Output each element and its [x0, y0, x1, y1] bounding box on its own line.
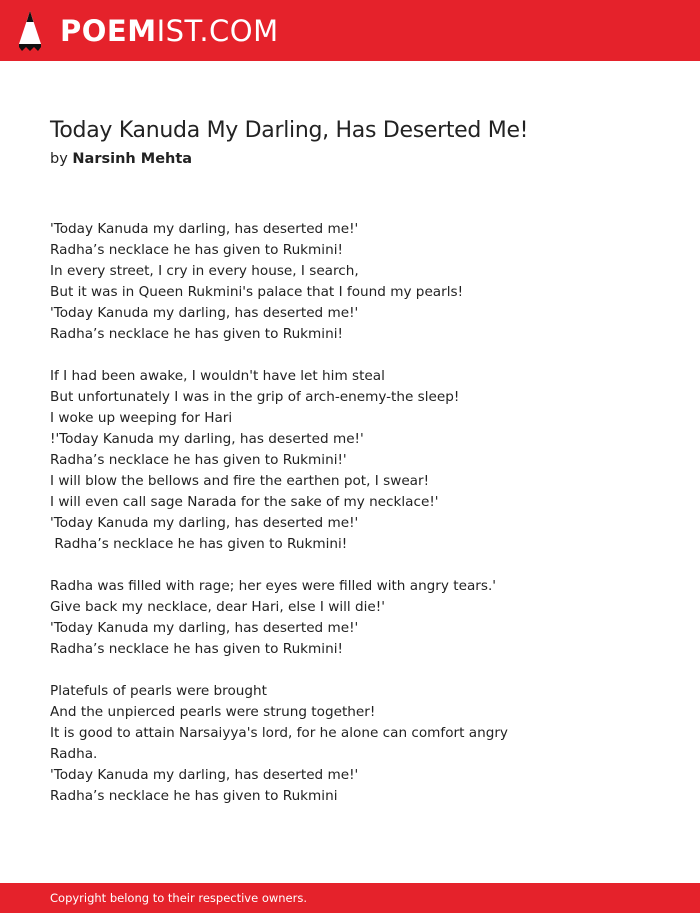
byline-prefix: by: [50, 151, 68, 167]
poem-line: Radha’s necklace he has given to Rukmini!: [50, 641, 343, 657]
logo-text-bold: POEM: [60, 14, 157, 48]
site-footer: [0, 883, 700, 913]
poem-body: [50, 219, 650, 807]
poem-line: And the unpierced pearls were strung together!: [50, 704, 376, 720]
stanza: [50, 366, 650, 555]
poem-line: Give back my necklace, dear Hari, else I will die!': [50, 599, 385, 615]
poem-line: Radha.: [50, 746, 98, 762]
poem-line: In every street, I cry in every house, I search,: [50, 263, 359, 279]
poem-byline: [50, 149, 192, 169]
site-logo[interactable]: [18, 10, 279, 52]
poem-line: 'Today Kanuda my darling, has deserted me!': [50, 620, 359, 636]
poem-line: 'Today Kanuda my darling, has deserted me!': [50, 515, 359, 531]
poem-line: I woke up weeping for Hari: [50, 410, 233, 426]
poem-line: Radha’s necklace he has given to Rukmini!: [50, 242, 343, 258]
stanza: [50, 681, 650, 807]
copyright-notice: Copyright belong to their respective owners.: [50, 891, 308, 905]
poem-line: If I had been awake, I wouldn't have let him steal: [50, 368, 385, 384]
poem-line: 'Today Kanuda my darling, has deserted me!': [50, 221, 359, 237]
logo-text-light: IST.COM: [156, 14, 279, 48]
poem-line: !'Today Kanuda my darling, has deserted me!': [50, 431, 364, 447]
poem-line: Platefuls of pearls were brought: [50, 683, 267, 699]
poem-line: Radha was filled with rage; her eyes were filled with angry tears.': [50, 578, 497, 594]
stanza: [50, 219, 650, 345]
stanza: [50, 576, 650, 660]
site-logo-text: [60, 10, 279, 52]
poem-author[interactable]: Narsinh Mehta: [72, 151, 193, 167]
poem-title: Today Kanuda My Darling, Has Deserted Me!: [50, 118, 529, 143]
poem-line: I will even call sage Narada for the sake of my necklace!': [50, 494, 439, 510]
poem-line: Radha’s necklace he has given to Rukmini!': [50, 452, 347, 468]
poem-line: I will blow the bellows and fire the earthen pot, I swear!: [50, 473, 430, 489]
site-header: [0, 0, 700, 61]
poem-line: 'Today Kanuda my darling, has deserted me!': [50, 305, 359, 321]
poem-line: 'Today Kanuda my darling, has deserted me!': [50, 767, 359, 783]
poem-line: It is good to attain Narsaiyya's lord, for he alone can comfort angry: [50, 725, 508, 741]
pencil-tip-icon: [18, 10, 42, 52]
poem-line: But it was in Queen Rukmini's palace that I found my pearls!: [50, 284, 464, 300]
poem-line: Radha’s necklace he has given to Rukmini!: [50, 326, 343, 342]
poem-line: Radha’s necklace he has given to Rukmini!: [50, 536, 348, 552]
poem-line: Radha’s necklace he has given to Rukmini: [50, 788, 338, 804]
poem-line: But unfortunately I was in the grip of arch-enemy-the sleep!: [50, 389, 460, 405]
